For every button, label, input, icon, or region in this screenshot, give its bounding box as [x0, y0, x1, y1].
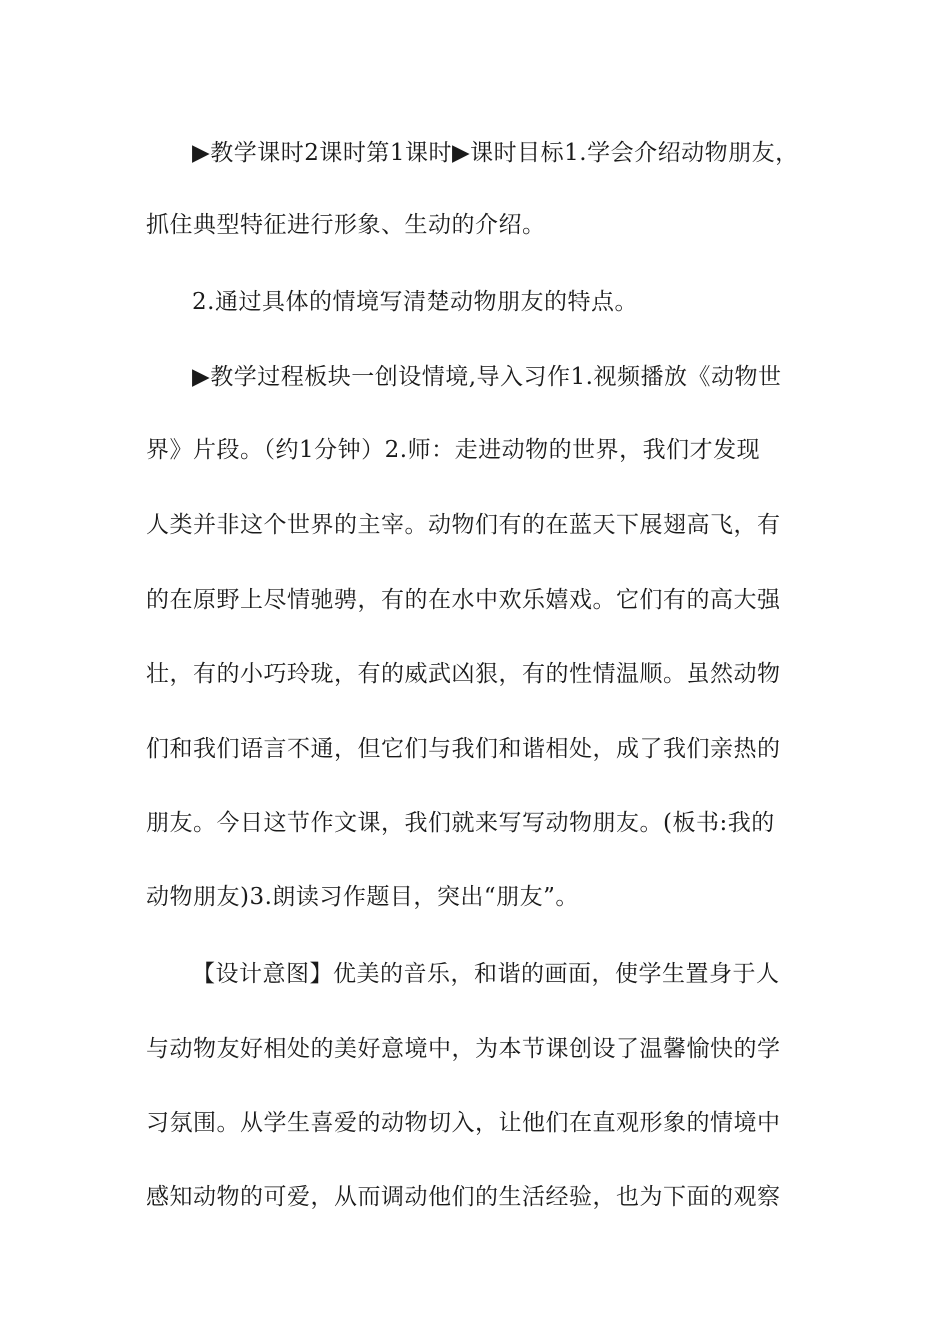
- paragraph-line-4: ▶教学过程板块一创设情境,导入习作1.视频播放《动物世: [192, 364, 782, 390]
- paragraph-line-1: ▶教学课时2课时第1课时▶课时目标1.学会介绍动物朋友，: [192, 140, 799, 166]
- paragraph-line-8: 壮，有的小巧玲珑，有的威武凶狠，有的性情温顺。虽然动物: [146, 661, 781, 687]
- paragraph-line-14: 习氛围。从学生喜爱的动物切入，让他们在直观形象的情境中: [146, 1110, 781, 1136]
- paragraph-line-12: 【设计意图】优美的音乐，和谐的画面，使学生置身于人: [192, 961, 780, 987]
- paragraph-line-10: 朋友。今日这节作文课，我们就来写写动物朋友。(板书:我的: [146, 810, 775, 836]
- paragraph-line-7: 的在原野上尽情驰骋，有的在水中欢乐嬉戏。它们有的高大强: [146, 587, 781, 613]
- paragraph-line-3: 2.通过具体的情境写清楚动物朋友的特点。: [192, 289, 638, 315]
- paragraph-line-11: 动物朋友)3.朗读习作题目，突出“朋友”。: [146, 884, 579, 910]
- paragraph-line-13: 与动物友好相处的美好意境中，为本节课创设了温馨愉快的学: [146, 1036, 781, 1062]
- paragraph-line-9: 们和我们语言不通，但它们与我们和谐相处，成了我们亲热的: [146, 736, 781, 762]
- paragraph-line-15: 感知动物的可爱，从而调动他们的生活经验，也为下面的观察: [146, 1184, 781, 1210]
- paragraph-line-2: 抓住典型特征进行形象、生动的介绍。: [146, 212, 546, 238]
- paragraph-line-5: 界》片段。（约1分钟）2.师：走进动物的世界，我们才发现: [146, 437, 761, 463]
- paragraph-line-6: 人类并非这个世界的主宰。动物们有的在蓝天下展翅高飞，有: [146, 512, 781, 538]
